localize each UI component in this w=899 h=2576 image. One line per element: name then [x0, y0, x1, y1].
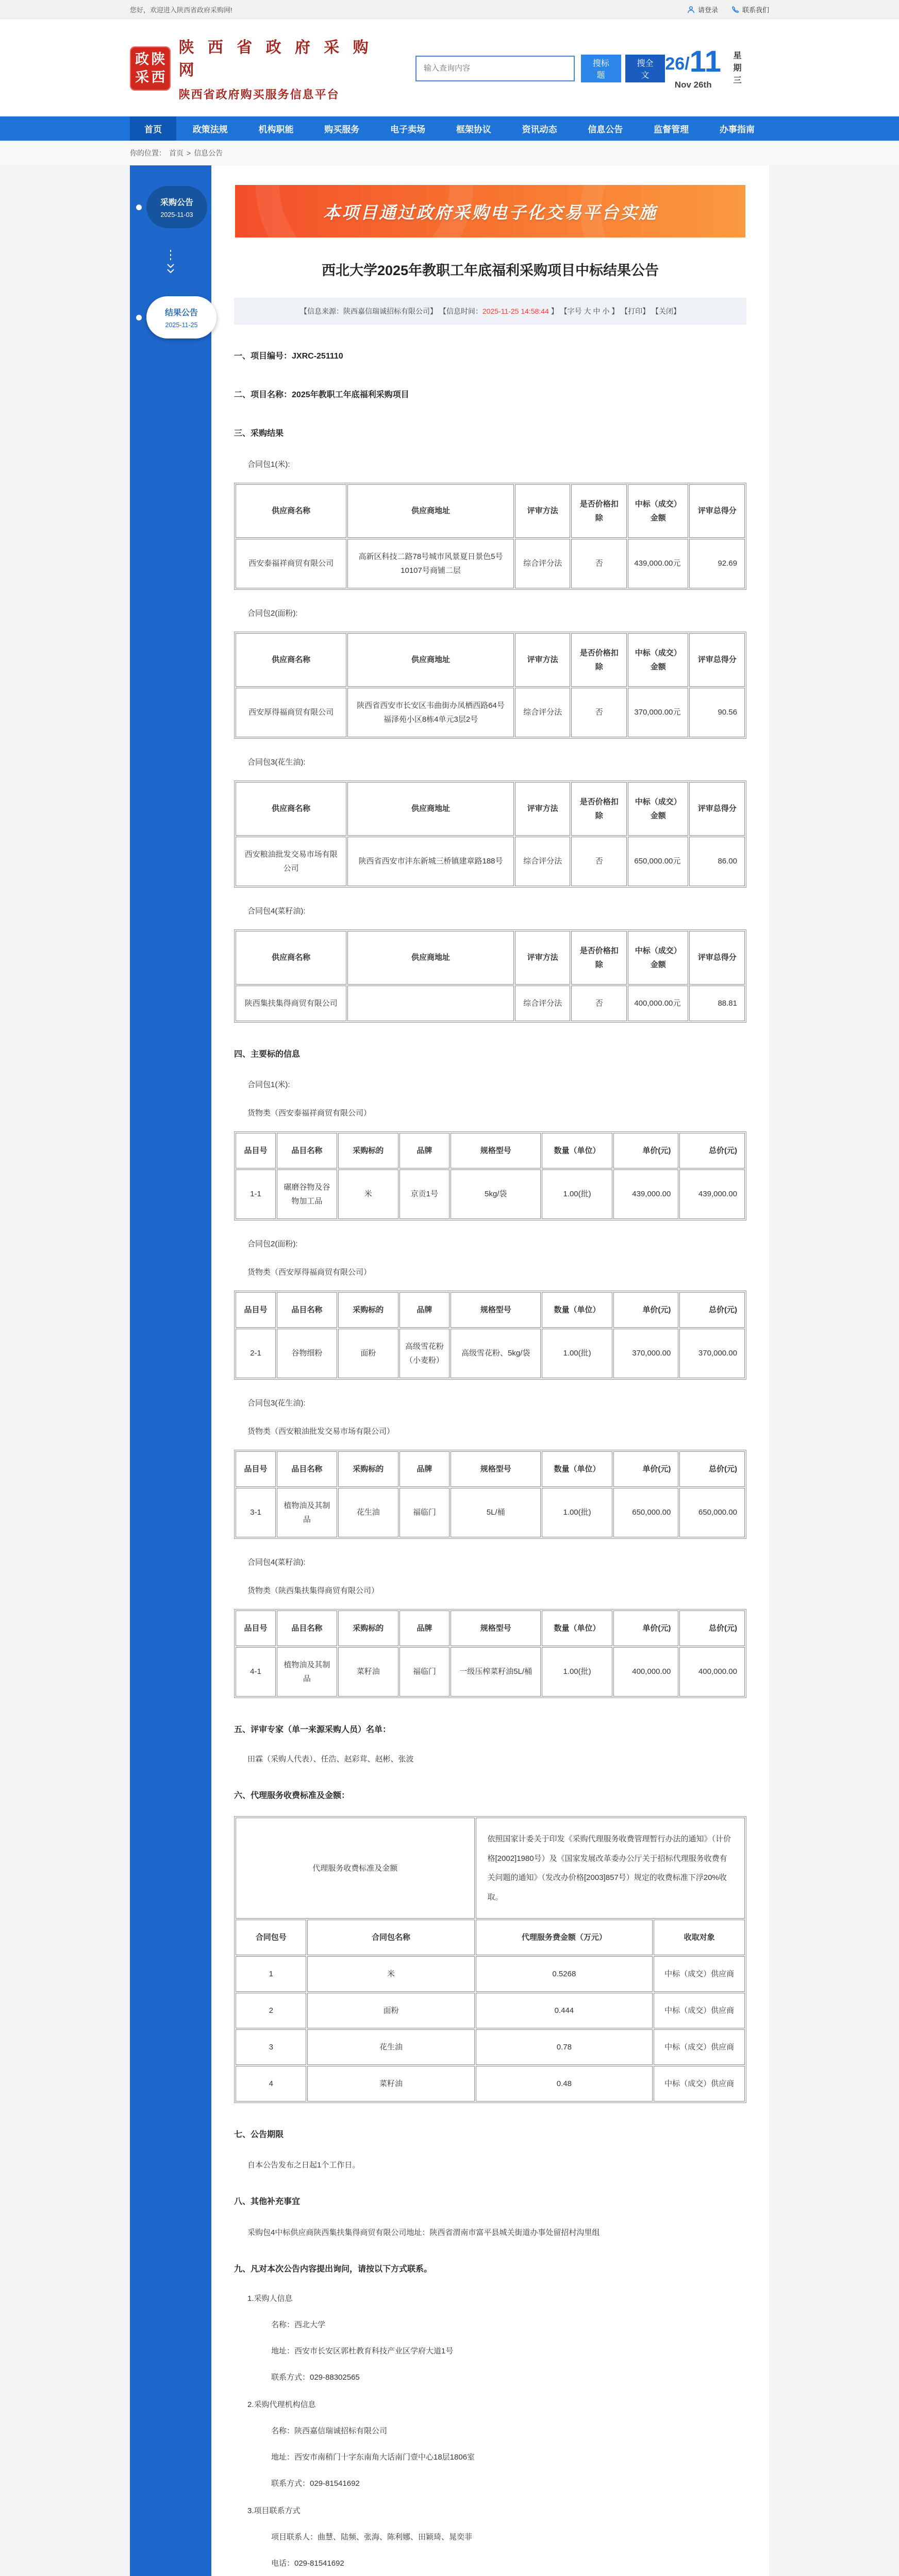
nav-item-framework-agreement[interactable]: 框架协议: [456, 125, 491, 134]
print-button[interactable]: 【打印】: [621, 307, 650, 315]
table-row: [236, 688, 745, 737]
award-amount: 370,000.00元: [628, 688, 688, 737]
breadcrumb-bar: [0, 141, 899, 165]
col-header: 单价(元): [613, 1451, 679, 1487]
search-bar: [415, 55, 665, 82]
phone-icon: [731, 6, 739, 13]
col-header: 中标（成交）金额: [628, 782, 688, 836]
agency-info-heading: 2.采购代理机构信息: [247, 2400, 316, 2409]
table-row: [236, 1329, 745, 1378]
table-row: [236, 1170, 745, 1219]
search-input[interactable]: [415, 56, 575, 81]
seal-char: 采: [135, 69, 149, 85]
item-table-package-4: [234, 1609, 746, 1698]
project-contact-heading: 3.项目联系方式: [247, 2506, 301, 2515]
fee-package-no: 2: [236, 1993, 306, 2028]
col-header: 中标（成交）金额: [628, 484, 688, 538]
col-header: 总价(元): [679, 1292, 745, 1328]
nav-item-guide[interactable]: 办事指南: [719, 125, 755, 134]
fee-package-no: 1: [236, 1956, 306, 1992]
expert-names: 田霖（采购人代表）、任浩、赵彩茸、赵彬、张波: [247, 1754, 414, 1764]
announcement-title: 西北大学2025年教职工年底福利采购项目中标结果公告: [321, 263, 659, 278]
col-header: 品目号: [236, 1451, 276, 1487]
item-target: 花生油: [338, 1488, 398, 1537]
fee-amount: 0.5268: [476, 1956, 653, 1992]
login-link[interactable]: [687, 5, 718, 14]
col-header: 是否价格扣除: [571, 931, 627, 985]
price-deduction: 否: [571, 837, 627, 886]
breadcrumb-prefix: 你的位置：: [130, 149, 166, 157]
announcement-period: 自本公告发布之日起1个工作日。: [247, 2161, 360, 2170]
review-score: 92.69: [689, 539, 745, 588]
award-amount: 650,000.00元: [628, 837, 688, 886]
date-separator: /: [685, 54, 690, 74]
item-qty: 1.00(批): [542, 1170, 612, 1219]
purchaser-address: 地址：西安市长安区郭杜教育科技产业区学府大道1号: [271, 2346, 454, 2355]
date-day: 26: [665, 54, 685, 74]
date-weekday: 星期三: [732, 50, 741, 88]
agency-address: 地址：西安市南稍门十字东南角大话南门壹中心18层1806室: [271, 2452, 475, 2462]
package-title: 合同包1(米):: [247, 460, 290, 469]
breadcrumb-home[interactable]: 首页: [169, 149, 184, 157]
col-header: 评审方法: [515, 484, 571, 538]
award-amount: 400,000.00元: [628, 986, 688, 1021]
col-header: 合同包号: [236, 1920, 306, 1955]
col-header: 评审总得分: [689, 484, 745, 538]
review-score: 90.56: [689, 688, 745, 737]
fee-package-no: 3: [236, 2029, 306, 2065]
supplementary-note: 采购包4中标供应商陕西集扶集得商贸有限公司地址：陕西省渭南市富平县城关街道办事处留招村沟里组: [247, 2228, 600, 2237]
col-header: 采购标的: [338, 1451, 398, 1487]
col-header: 采购标的: [338, 1133, 398, 1168]
item-table-package-1: [234, 1131, 746, 1221]
package-title: 合同包2(面粉):: [247, 608, 298, 618]
package-category: 货物类（陕西集扶集得商贸有限公司）: [247, 1586, 379, 1595]
col-header: 是否价格扣除: [571, 633, 627, 687]
fee-standard-note: 依照国家计委关于印发《采购代理服务收费管理暂行办法的通知》（计价格[2002]1980号）及《国家发展改革委办公厅关于招标代理服务收费有关问题的通知》（发改办价格[2003]857号）规定的收费标准下浮20%收取。: [476, 1818, 745, 1919]
col-header: 供应商地址: [347, 782, 514, 836]
seal-char: 政: [135, 51, 149, 67]
col-header: 规格型号: [451, 1611, 541, 1646]
col-header: 评审方法: [515, 633, 571, 687]
nav-item-supervision[interactable]: 监督管理: [654, 125, 689, 134]
sidebar-item-date: 2025-11-25: [165, 321, 198, 329]
site-subtitle: 陕西省政府购买服务信息平台: [178, 88, 340, 101]
review-method: 综合评分法: [515, 986, 571, 1021]
item-no: 4-1: [236, 1647, 276, 1697]
package-title: 合同包3(花生油):: [247, 1398, 306, 1408]
nav-item-policies[interactable]: 政策法规: [192, 125, 228, 134]
package-title: 合同包3(花生油):: [247, 757, 306, 767]
table-row: [236, 986, 745, 1021]
table-row: [236, 837, 745, 886]
timeline-arrow-icon: [130, 249, 211, 276]
supplier-address: 陕西省西安市长安区韦曲街办凤栖西路64号 福泽苑小区8栋4单元3层2号: [347, 688, 514, 737]
top-utility-bar: [0, 0, 899, 19]
nav-item-functions[interactable]: 机构职能: [258, 125, 294, 134]
item-unit-price: 650,000.00: [613, 1488, 679, 1537]
item-total-price: 650,000.00: [679, 1488, 745, 1537]
section-7-heading: 七、公告期限: [234, 2130, 284, 2140]
col-header: 数量（单位）: [542, 1611, 612, 1646]
package-title: 合同包1(米):: [247, 1080, 290, 1089]
agency-fee-table: [234, 1816, 746, 2103]
col-header: 代理服务费金额（万元）: [476, 1920, 653, 1955]
result-table-package-2: [234, 632, 746, 739]
section-5-heading: 五、评审专家（单一来源采购人员）名单：: [234, 1725, 391, 1734]
project-contact-names: 项目联系人：曲慧、陆频、张海、陈利娜、田颖琦、晁奕菲: [271, 2532, 473, 2541]
col-header: 总价(元): [679, 1451, 745, 1487]
supplier-address: 高新区科技二路78号城市风景夏日景色5号10107号商铺二层: [347, 539, 514, 588]
item-spec: 高级雪花粉、5kg/袋: [451, 1329, 541, 1378]
col-header: 数量（单位）: [542, 1292, 612, 1328]
table-row: [236, 2029, 745, 2065]
col-header: 品目号: [236, 1133, 276, 1168]
banner-text: 本项目通过政府采购电子化交易平台实施: [323, 202, 657, 222]
col-header: 中标（成交）金额: [628, 633, 688, 687]
contact-link[interactable]: [731, 5, 769, 14]
col-header: 评审方法: [515, 782, 571, 836]
price-deduction: 否: [571, 688, 627, 737]
seal-char: 陕: [151, 51, 165, 67]
table-row: [236, 1920, 745, 1955]
table-row: [236, 1993, 745, 2028]
breadcrumb-current: 信息公告: [194, 149, 223, 157]
col-header: 评审总得分: [689, 633, 745, 687]
agency-phone: 联系方式：029-81541692: [271, 2479, 360, 2488]
item-table-package-3: [234, 1450, 746, 1539]
col-header: 品牌: [399, 1451, 450, 1487]
item-name: 植物油及其制品: [277, 1488, 337, 1537]
fee-package-name: 菜籽油: [307, 2066, 474, 2102]
col-header: 收取对象: [654, 1920, 745, 1955]
result-table-package-1: [234, 483, 746, 590]
table-row: [236, 1488, 745, 1537]
col-header: 总价(元): [679, 1611, 745, 1646]
item-total-price: 400,000.00: [679, 1647, 745, 1697]
purchaser-info-heading: 1.采购人信息: [247, 2294, 293, 2303]
section-8-heading: 八、其他补充事宜: [234, 2197, 301, 2207]
item-target: 面粉: [338, 1329, 398, 1378]
col-header: 供应商名称: [236, 484, 346, 538]
col-header: 供应商名称: [236, 633, 346, 687]
login-label: 请登录: [697, 6, 718, 14]
item-qty: 1.00(批): [542, 1329, 612, 1378]
col-header: 单价(元): [613, 1133, 679, 1168]
meta-time-prefix: 【信息时间：: [439, 307, 482, 315]
review-method: 综合评分法: [515, 539, 571, 588]
item-spec: 5L/桶: [451, 1488, 541, 1537]
item-name: 谷物细粉: [277, 1329, 337, 1378]
package-title: 合同包4(菜籽油):: [247, 906, 306, 916]
table-row: [236, 1647, 745, 1697]
nav-item-e-mall[interactable]: 电子卖场: [390, 125, 426, 134]
col-header: 品牌: [399, 1611, 450, 1646]
fee-amount: 0.48: [476, 2066, 653, 2102]
award-amount: 439,000.00元: [628, 539, 688, 588]
package-title: 合同包4(菜籽油):: [247, 1557, 306, 1567]
col-header: 品目名称: [277, 1133, 337, 1168]
fee-amount: 0.444: [476, 1993, 653, 2028]
table-row: [236, 539, 745, 588]
sidebar-item-label: 结果公告: [164, 309, 198, 317]
supplier-name: 西安粮油批发交易市场有限公司: [236, 837, 346, 886]
col-header: 评审总得分: [689, 931, 745, 985]
meta-fontsize-prefix: 【字号: [560, 307, 582, 315]
logo-seal-icon: [130, 46, 171, 91]
col-header: 品目名称: [277, 1611, 337, 1646]
fee-package-name: 米: [307, 1956, 474, 1992]
search-title-button[interactable]: 搜标题: [581, 55, 621, 82]
date-widget: [665, 44, 769, 90]
col-header: 供应商地址: [347, 931, 514, 985]
result-table-package-3: [234, 781, 746, 888]
announcement-meta-bar: [234, 298, 746, 325]
col-header: 采购标的: [338, 1611, 398, 1646]
sidebar-item-date: 2025-11-03: [160, 211, 193, 218]
item-brand: 高级雪花粉（小麦粉）: [399, 1329, 450, 1378]
item-target: 菜籽油: [338, 1647, 398, 1697]
result-table-package-4: [234, 929, 746, 1023]
col-header: 规格型号: [451, 1451, 541, 1487]
site-logo[interactable]: [130, 35, 378, 102]
main-navigation: [0, 116, 899, 141]
col-header: 是否价格扣除: [571, 484, 627, 538]
package-category: 货物类（西安泰福祥商贸有限公司）: [247, 1108, 372, 1117]
item-target: 米: [338, 1170, 398, 1219]
col-header: 单价(元): [613, 1292, 679, 1328]
col-header: 供应商名称: [236, 931, 346, 985]
col-header: 品牌: [399, 1133, 450, 1168]
user-icon: [687, 6, 695, 13]
fee-payer: 中标（成交）供应商: [654, 2029, 745, 2065]
date-month: 11: [689, 44, 721, 78]
item-unit-price: 400,000.00: [613, 1647, 679, 1697]
review-score: 86.00: [689, 837, 745, 886]
item-spec: 一级压榨菜籽油5L/桶: [451, 1647, 541, 1697]
section-4-heading: 四、主要标的信息: [234, 1049, 301, 1059]
fee-payer: 中标（成交）供应商: [654, 2066, 745, 2102]
price-deduction: 否: [571, 539, 627, 588]
fee-amount: 0.78: [476, 2029, 653, 2065]
supplier-name: 陕西集扶集得商贸有限公司: [236, 986, 346, 1021]
announcement-article: [211, 165, 769, 2576]
item-no: 2-1: [236, 1329, 276, 1378]
item-spec: 5kg/袋: [451, 1170, 541, 1219]
welcome-text: 您好，欢迎进入陕西省政府采购网!: [130, 6, 232, 14]
col-header: 单价(元): [613, 1611, 679, 1646]
seal-char: 西: [151, 69, 165, 85]
col-header: 数量（单位）: [542, 1451, 612, 1487]
col-header: 品目名称: [277, 1451, 337, 1487]
agency-name: 名称：陕西嘉信瑞诚招标有限公司: [271, 2426, 388, 2435]
fee-payer: 中标（成交）供应商: [654, 1993, 745, 2028]
meta-time-suffix: 】: [548, 307, 558, 315]
fee-package-no: 4: [236, 2066, 306, 2102]
table-row: [236, 2066, 745, 2102]
fontsize-small-button[interactable]: 小: [602, 307, 610, 315]
fee-standard-label: 代理服务收费标准及金额: [236, 1818, 475, 1919]
nav-item-announcements[interactable]: 信息公告: [588, 125, 623, 134]
review-method: 综合评分法: [515, 688, 571, 737]
fontsize-large-button[interactable]: 大: [584, 307, 591, 315]
table-row: [236, 1818, 745, 1919]
item-name: 碾磨谷物及谷物加工品: [277, 1170, 337, 1219]
nav-item-home[interactable]: 首页: [130, 116, 176, 141]
col-header: 规格型号: [451, 1133, 541, 1168]
platform-banner: [235, 185, 745, 238]
supplier-address: [347, 986, 514, 1021]
nav-item-news[interactable]: 资讯动态: [522, 125, 557, 134]
breadcrumb: [130, 141, 769, 165]
item-total-price: 439,000.00: [679, 1170, 745, 1219]
sidebar-item-procurement-announcement[interactable]: [130, 186, 211, 228]
col-header: 是否价格扣除: [571, 782, 627, 836]
col-header: 供应商名称: [236, 782, 346, 836]
sidebar-item-result-announcement[interactable]: [130, 296, 211, 338]
close-button[interactable]: 【关闭】: [651, 307, 680, 315]
contact-label: 联系我们: [742, 6, 769, 14]
col-header: 品目名称: [277, 1292, 337, 1328]
review-method: 综合评分法: [515, 837, 571, 886]
col-header: 数量（单位）: [542, 1133, 612, 1168]
col-header: 品目号: [236, 1292, 276, 1328]
col-header: 中标（成交）金额: [628, 931, 688, 985]
price-deduction: 否: [571, 986, 627, 1021]
section-6-heading: 六、代理服务收费标准及金额：: [234, 1791, 350, 1800]
item-no: 1-1: [236, 1170, 276, 1219]
col-header: 规格型号: [451, 1292, 541, 1328]
col-header: 总价(元): [679, 1133, 745, 1168]
meta-source: 【信息来源：陕西嘉信瑞诚招标有限公司】: [300, 307, 437, 315]
fee-package-name: 面粉: [307, 1993, 474, 2028]
item-unit-price: 370,000.00: [613, 1329, 679, 1378]
col-header: 品牌: [399, 1292, 450, 1328]
col-header: 合同包名称: [307, 1920, 474, 1955]
item-qty: 1.00(批): [542, 1488, 612, 1537]
fee-payer: 中标（成交）供应商: [654, 1956, 745, 1992]
purchaser-name: 名称：西北大学: [271, 2320, 326, 2329]
col-header: 采购标的: [338, 1292, 398, 1328]
item-no: 3-1: [236, 1488, 276, 1537]
timeline-dot-icon: [136, 315, 142, 320]
item-unit-price: 439,000.00: [613, 1170, 679, 1219]
supplier-address: 陕西省西安市沣东新城三桥镇建章路188号: [347, 837, 514, 886]
col-header: 评审方法: [515, 931, 571, 985]
item-name: 植物油及其制品: [277, 1647, 337, 1697]
fontsize-medium-button[interactable]: 中: [593, 307, 601, 315]
project-contact-phone: 电话：029-81541692: [271, 2558, 344, 2568]
item-table-package-2: [234, 1291, 746, 1380]
fee-package-name: 花生油: [307, 2029, 474, 2065]
item-brand: 福临门: [399, 1647, 450, 1697]
package-category: 货物类（西安粮油批发交易市场有限公司）: [247, 1427, 395, 1436]
search-fulltext-button[interactable]: 搜全文: [625, 55, 665, 82]
section-1-project-number: 一、项目编号：JXRC-251110: [234, 352, 343, 361]
table-row: [236, 1956, 745, 1992]
supplier-name: 西安厚得福商贸有限公司: [236, 688, 346, 737]
date-english: Nov 26th: [674, 79, 712, 90]
announcement-timeline-sidebar: [130, 165, 211, 2576]
meta-fontsize-suffix: 】: [611, 307, 619, 315]
item-brand: 京贡1号: [399, 1170, 450, 1219]
item-brand: 福临门: [399, 1488, 450, 1537]
purchaser-phone: 联系方式：029-88302565: [271, 2372, 360, 2382]
site-header: [0, 19, 899, 116]
col-header: 供应商地址: [347, 633, 514, 687]
meta-time: 2025-11-25 14:58:44: [482, 307, 549, 315]
nav-item-purchase-services[interactable]: 购买服务: [324, 125, 360, 134]
timeline-dot-icon: [136, 205, 142, 210]
col-header: 品目号: [236, 1611, 276, 1646]
col-header: 评审总得分: [689, 782, 745, 836]
supplier-name: 西安泰福祥商贸有限公司: [236, 539, 346, 588]
review-score: 88.81: [689, 986, 745, 1021]
package-title: 合同包2(面粉):: [247, 1239, 298, 1248]
site-name: 陕 西 省 政 府 采 购 网: [178, 39, 373, 79]
item-qty: 1.00(批): [542, 1647, 612, 1697]
item-total-price: 370,000.00: [679, 1329, 745, 1378]
breadcrumb-separator: >: [187, 149, 191, 157]
sidebar-item-label: 采购公告: [160, 198, 193, 207]
package-category: 货物类（西安厚得福商贸有限公司）: [247, 1267, 372, 1277]
section-9-heading: 九、凡对本次公告内容提出询问，请按以下方式联系。: [234, 2264, 432, 2274]
section-2-project-name: 二、项目名称：2025年教职工年底福利采购项目: [234, 391, 409, 400]
col-header: 供应商地址: [347, 484, 514, 538]
section-3-heading: 三、采购结果: [234, 429, 284, 438]
